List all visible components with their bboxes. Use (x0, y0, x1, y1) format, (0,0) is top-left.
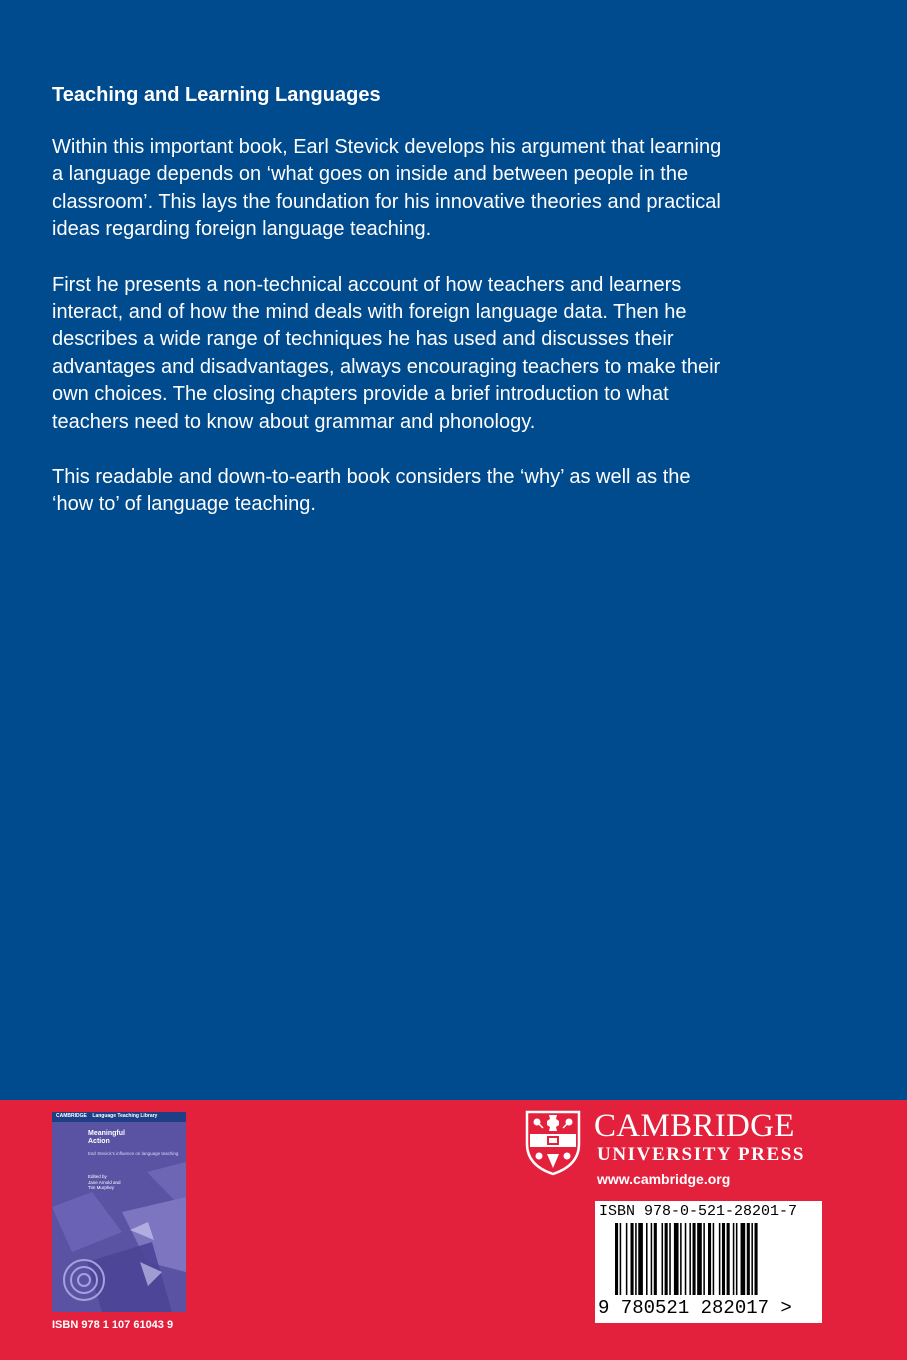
blurb-heading: Teaching and Learning Languages (52, 84, 381, 106)
blurb-paragraph-3: This readable and down-to-earth book considers the ‘why’ as well as the ‘how to’ of language teaching. (52, 466, 691, 516)
blurb-paragraph-2: First he presents a non-technical account of how teachers and learners interact, and of how the mind deals with foreign language data. Then he describes a wide range of techniques he has used and discusses their advantages and disadvantages, always encouraging teachers to make their own choices. The closing chapters provide a brief introduction to what teachers need to know about grammar and phonology. (52, 273, 721, 433)
cover-editors: Edited by Jane Arnold and Tim Murphey (88, 1174, 121, 1190)
publisher-footer (0, 1100, 907, 1360)
blurb-paragraph-1: Within this important book, Earl Stevick develops his argument that learning a language depends on ‘what goes on inside and between people in the classroom’. This lays the foundation for his innovative theories and practical ideas regarding foreign language teaching. (52, 136, 722, 241)
blurb (52, 82, 732, 547)
cover-series: CAMBRIDGE Language Teaching Library (56, 1113, 158, 1119)
publisher-website[interactable]: www.cambridge.org (597, 1171, 731, 1187)
cover-subtitle: Earl Stevick's influence on language teaching (88, 1151, 179, 1156)
barcode-isbn: ISBN 978-0-521-28201-7 (599, 1203, 798, 1220)
related-book-isbn: ISBN 978 1 107 61043 9 (52, 1319, 174, 1331)
related-book-cover (52, 1112, 186, 1312)
barcode-bars (615, 1223, 810, 1295)
cover-title: Meaningful Action (88, 1130, 125, 1145)
publisher-press: UNIVERSITY PRESS (597, 1144, 806, 1165)
barcode (595, 1201, 822, 1323)
university-crest-icon (525, 1110, 581, 1176)
barcode-digits: 9 780521 282017 > (598, 1297, 792, 1319)
publisher-name: CAMBRIDGE (594, 1108, 795, 1144)
